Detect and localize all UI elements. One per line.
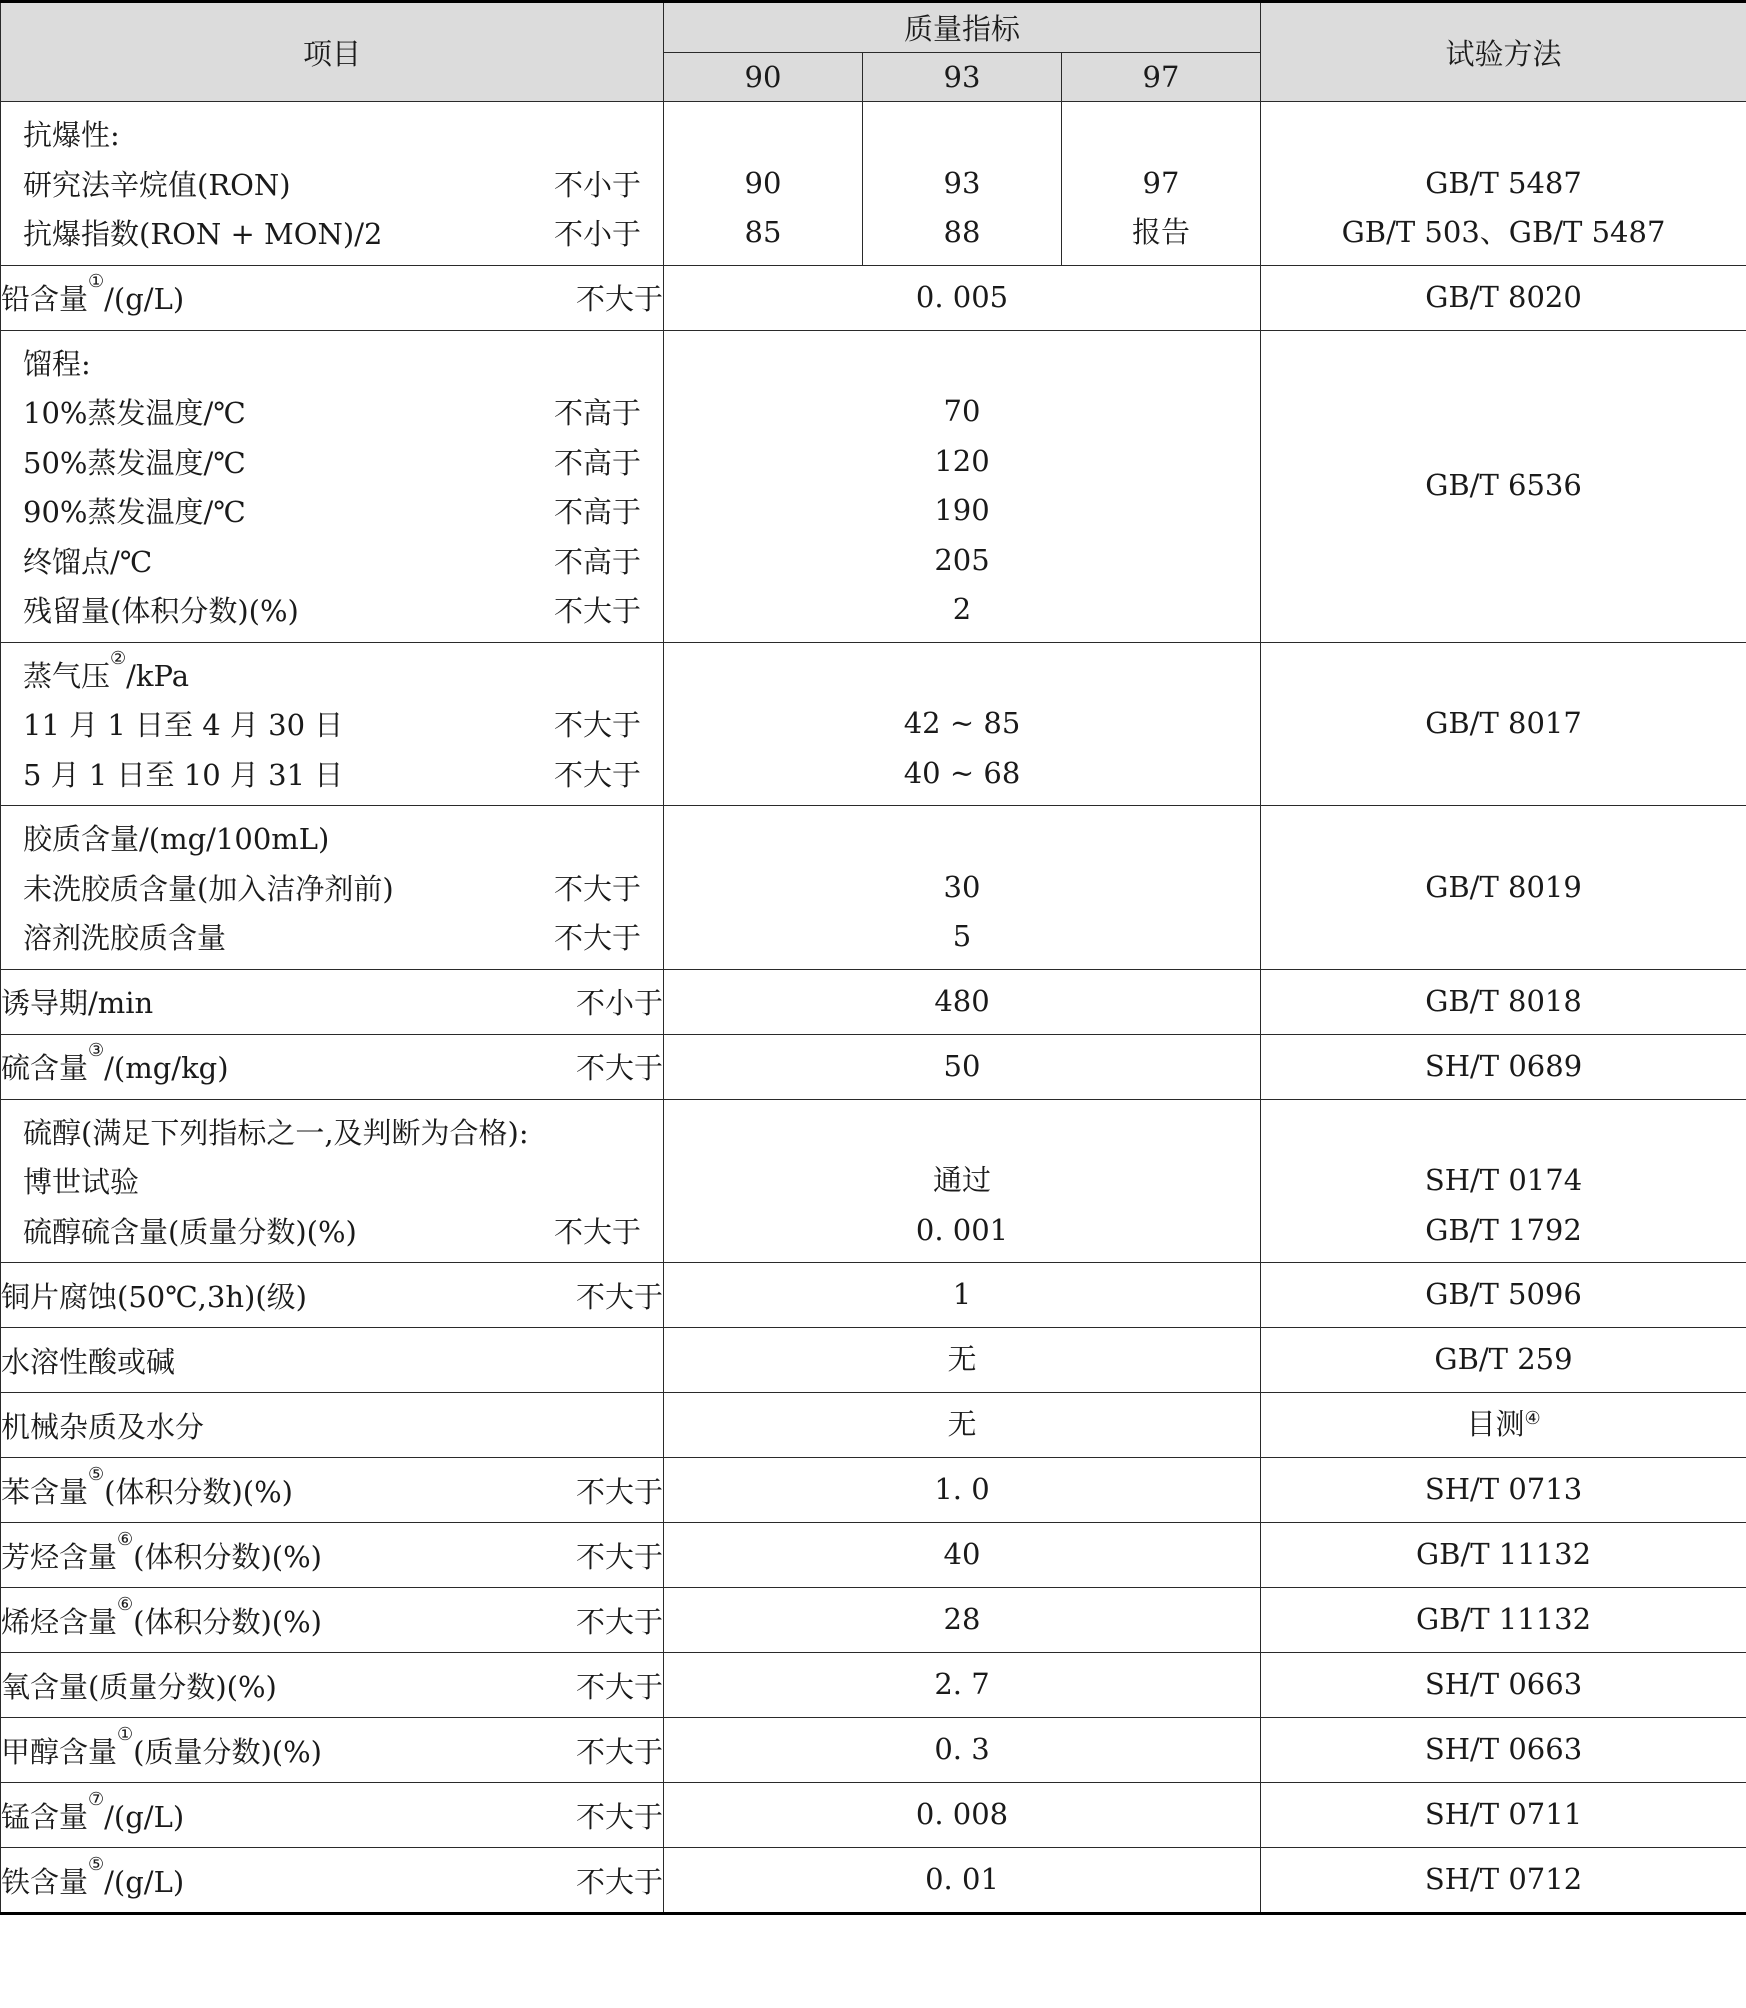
item-label	[23, 490, 246, 531]
method-cell	[1261, 1848, 1746, 1914]
test-method-text: GB/T 8018	[1425, 983, 1582, 1018]
item-label-text: 5 月 1 日至 10 月 31 日	[23, 757, 344, 792]
value-cell	[664, 1588, 1261, 1653]
item-label-text: 烯烃含量	[1, 1604, 118, 1639]
item-line	[1, 1725, 663, 1775]
test-method-text: GB/T 11132	[1415, 1537, 1592, 1572]
test-method-text: SH/T 0663	[1424, 1667, 1583, 1702]
quality-value: 2	[952, 592, 972, 626]
method-cell	[1261, 1653, 1746, 1718]
item-cell	[1, 330, 664, 642]
item-label-text: 蒸气压	[23, 658, 111, 693]
footnote-marker: ⑦	[88, 1788, 105, 1810]
value-cell	[664, 1523, 1261, 1588]
item-label	[1, 1593, 322, 1641]
limit-qualifier: 不大于	[553, 594, 641, 629]
item-label-text: 诱导期/min	[1, 986, 154, 1020]
test-method-text: GB/T 5096	[1425, 1277, 1582, 1312]
item-unit: /(mg/kg)	[104, 1051, 229, 1085]
test-method	[1261, 1790, 1746, 1840]
item-label-text: 硫醇(满足下列指标之一,及判断为合格):	[23, 1115, 529, 1150]
limit-qualifier: 不大于	[575, 1864, 663, 1899]
quality-value: 30	[943, 869, 981, 904]
item-label	[23, 163, 291, 204]
item-label-text: 铁含量	[1, 1864, 89, 1899]
table-row	[1, 1263, 1746, 1328]
method-cell	[1261, 1328, 1746, 1393]
item-line	[23, 813, 641, 863]
item-label	[23, 212, 382, 253]
quality-value: 0. 01	[925, 1862, 999, 1897]
table-row	[1, 1588, 1746, 1653]
method-cell	[1261, 1718, 1746, 1783]
grade-value: 93	[943, 165, 981, 200]
table-row	[1, 806, 1746, 970]
test-method	[1261, 273, 1746, 323]
value-cell	[664, 806, 1261, 970]
test-method-text: GB/T 11132	[1415, 1602, 1592, 1637]
method-cell	[1261, 1458, 1746, 1523]
test-method	[1261, 1206, 1746, 1256]
item-line	[23, 536, 641, 586]
item-label	[23, 703, 343, 744]
item-label	[23, 113, 120, 154]
item-cell	[1, 1783, 664, 1848]
quality-value: 0. 001	[915, 1212, 1009, 1247]
item-unit: (体积分数)(%)	[133, 1604, 322, 1639]
quality-value: 1. 0	[934, 1472, 990, 1507]
item-label	[1, 1340, 175, 1381]
item-label	[1, 1275, 307, 1316]
item-label	[23, 540, 152, 581]
item-label-text: 氧含量(质量分数)(%)	[1, 1669, 277, 1704]
test-method-text: GB/T 5487	[1425, 165, 1582, 200]
method-cell	[1261, 1783, 1746, 1848]
quality-value	[664, 650, 1260, 700]
item-line	[23, 912, 641, 962]
limit-qualifier: 不小于	[575, 986, 663, 1020]
item-line	[1, 1465, 663, 1515]
limit-qualifier: 不小于	[553, 167, 641, 202]
test-method	[1261, 699, 1746, 749]
item-line	[23, 1156, 641, 1206]
item-label	[23, 916, 226, 957]
test-method-text: SH/T 0174	[1424, 1163, 1583, 1197]
limit-qualifier: 不大于	[575, 1799, 663, 1834]
item-line	[23, 159, 641, 209]
item-cell	[1, 1393, 664, 1458]
limit-qualifier: 不大于	[575, 1051, 663, 1085]
value-cell	[664, 1034, 1261, 1099]
item-label	[23, 1210, 357, 1251]
quality-value: 190	[934, 493, 990, 527]
grade-value	[1062, 109, 1260, 159]
item-cell	[1, 1458, 664, 1523]
item-cell	[1, 1034, 664, 1099]
item-line	[1, 273, 663, 323]
item-line	[1, 1042, 663, 1092]
item-line	[23, 387, 641, 437]
item-line	[23, 109, 641, 159]
limit-qualifier: 不大于	[575, 1279, 663, 1314]
item-cell	[1, 969, 664, 1034]
test-method	[1261, 1660, 1746, 1710]
item-label	[1, 1528, 322, 1576]
method-cell	[1261, 330, 1746, 642]
item-line	[23, 1107, 641, 1157]
table-row	[1, 265, 1746, 330]
limit-qualifier: 不高于	[553, 544, 641, 579]
item-line	[1, 1855, 663, 1905]
value-cell	[664, 1653, 1261, 1718]
item-label-text: 抗爆性:	[23, 118, 120, 153]
item-label-text: 未洗胶质含量(加入洁净剂前)	[23, 871, 394, 906]
item-label-text: 水溶性酸或碱	[1, 1344, 176, 1379]
limit-qualifier: 不大于	[553, 757, 641, 792]
value-cell	[664, 1718, 1261, 1783]
item-line	[1, 1530, 663, 1580]
table-row	[1, 1458, 1746, 1523]
item-cell	[1, 1099, 664, 1263]
item-label-text: 残留量(体积分数)(%)	[23, 594, 299, 629]
item-label-text: 50%蒸发温度/℃	[23, 445, 246, 480]
test-method	[1261, 1042, 1746, 1092]
value-cell	[664, 1328, 1261, 1393]
item-cell	[1, 1653, 664, 1718]
test-method	[1261, 1400, 1746, 1450]
item-unit: (体积分数)(%)	[104, 1474, 293, 1509]
value-cell	[664, 1458, 1261, 1523]
test-method-text: GB/T 8017	[1425, 706, 1582, 740]
quality-value: 0. 005	[915, 279, 1009, 314]
method-cell	[1261, 265, 1746, 330]
grade-value-cell	[1062, 102, 1261, 266]
item-label-text: 溶剂洗胶质含量	[23, 921, 227, 956]
test-method	[1261, 109, 1746, 159]
test-method	[1261, 1595, 1746, 1645]
value-cell	[664, 642, 1261, 806]
item-label	[23, 753, 343, 794]
grade-value	[664, 109, 862, 159]
item-unit: /(g/L)	[104, 1799, 185, 1834]
test-method	[1261, 1156, 1746, 1206]
footnote-marker: ⑤	[88, 1463, 105, 1485]
item-label	[23, 1160, 139, 1201]
item-unit: (质量分数)(%)	[133, 1734, 322, 1769]
item-label-text: 芳烃含量	[1, 1539, 118, 1574]
item-label-text: 90%蒸发温度/℃	[23, 495, 246, 530]
quality-value	[664, 1107, 1260, 1157]
test-method	[1261, 159, 1746, 209]
item-label	[23, 342, 91, 383]
table-row	[1, 1034, 1746, 1099]
test-method-text: GB/T 259	[1434, 1342, 1573, 1377]
limit-qualifier: 不高于	[553, 445, 641, 480]
value-cell	[664, 969, 1261, 1034]
grade-value: 90	[744, 165, 782, 200]
item-cell	[1, 1263, 664, 1328]
item-label	[1, 271, 185, 318]
table-body	[1, 102, 1746, 1914]
grade-value: 88	[943, 215, 981, 249]
limit-qualifier: 不高于	[553, 495, 641, 530]
limit-qualifier: 不高于	[553, 396, 641, 431]
item-label-text: 馏程:	[23, 346, 91, 381]
table-row	[1, 969, 1746, 1034]
item-label-text: 胶质含量/(mg/100mL)	[23, 822, 330, 857]
quality-value: 0. 008	[915, 1797, 1009, 1832]
limit-qualifier: 不大于	[575, 1474, 663, 1509]
item-label-text: 苯含量	[1, 1474, 89, 1509]
item-label-text: 机械杂质及水分	[1, 1409, 205, 1444]
item-label	[1, 1463, 293, 1511]
item-label	[23, 1111, 529, 1152]
item-line	[23, 585, 641, 635]
test-method	[1261, 208, 1746, 258]
item-line	[1, 1660, 663, 1710]
item-label-text: 硫含量	[1, 1051, 89, 1085]
test-method-text: GB/T 1792	[1425, 1212, 1582, 1247]
test-method	[1261, 1465, 1746, 1515]
item-line	[1, 1595, 663, 1645]
grade-value-cell	[863, 102, 1062, 266]
item-label	[1, 1040, 229, 1087]
footnote-marker: ⑥	[117, 1593, 134, 1615]
header-test-method: 试验方法	[1261, 2, 1746, 102]
item-cell	[1, 1328, 664, 1393]
item-line	[23, 647, 641, 700]
table-row	[1, 1848, 1746, 1914]
value-cell	[664, 1263, 1261, 1328]
table-row	[1, 1783, 1746, 1848]
table-row	[1, 1099, 1746, 1263]
table-row	[1, 642, 1746, 806]
grade-value-cell	[664, 102, 863, 266]
value-cell	[664, 1393, 1261, 1458]
item-line	[23, 208, 641, 258]
item-cell	[1, 1848, 664, 1914]
item-label	[23, 867, 394, 908]
quality-value: 无	[947, 1342, 977, 1377]
footnote-marker: ③	[88, 1040, 105, 1061]
test-method-text: GB/T 6536	[1425, 468, 1582, 503]
test-method-text: GB/T 8019	[1425, 869, 1582, 904]
limit-qualifier: 不大于	[575, 1604, 663, 1639]
limit-qualifier: 不大于	[553, 708, 641, 743]
grade-value: 报告	[1132, 215, 1191, 249]
test-method-text: SH/T 0663	[1424, 1732, 1583, 1767]
limit-qualifier: 不大于	[575, 1539, 663, 1574]
method-cell	[1261, 1523, 1746, 1588]
item-line	[1, 977, 663, 1027]
value-cell	[664, 1783, 1261, 1848]
method-cell	[1261, 1034, 1746, 1099]
item-label	[1, 1723, 322, 1771]
method-cell	[1261, 102, 1746, 266]
method-cell	[1261, 1588, 1746, 1653]
test-method-text: 目测	[1466, 1407, 1525, 1442]
quality-value	[664, 338, 1260, 388]
footnote-marker: ⑥	[117, 1528, 134, 1550]
item-label	[23, 441, 246, 482]
item-label	[23, 647, 189, 695]
limit-qualifier: 不大于	[575, 1734, 663, 1769]
quality-value: 通过	[933, 1163, 992, 1197]
quality-value: 无	[947, 1407, 977, 1442]
item-line	[23, 437, 641, 487]
test-method-text: SH/T 0712	[1424, 1862, 1583, 1897]
item-unit: /kPa	[126, 658, 189, 693]
method-cell	[1261, 1393, 1746, 1458]
table-row	[1, 1718, 1746, 1783]
item-line	[23, 486, 641, 536]
item-line	[1, 1790, 663, 1840]
item-label	[1, 1853, 185, 1901]
test-method	[1261, 1855, 1746, 1905]
limit-qualifier: 不大于	[553, 1214, 641, 1249]
item-label-text: 硫醇硫含量(质量分数)(%)	[23, 1214, 357, 1249]
header-grade-93: 93	[863, 53, 1062, 102]
test-method	[1261, 1530, 1746, 1580]
item-unit: /(g/L)	[104, 1864, 185, 1899]
item-label	[23, 391, 246, 432]
test-method	[1261, 1107, 1746, 1157]
value-cell	[664, 1848, 1261, 1914]
method-cell	[1261, 969, 1746, 1034]
value-cell	[664, 330, 1261, 642]
grade-value	[863, 109, 1061, 159]
item-label-text: 铅含量	[1, 282, 89, 316]
item-cell	[1, 642, 664, 806]
item-label-text: 锰含量	[1, 1799, 89, 1834]
test-method	[1261, 977, 1746, 1027]
item-line	[23, 699, 641, 749]
limit-qualifier: 不大于	[575, 282, 663, 316]
item-label	[1, 1665, 277, 1706]
table-row	[1, 1393, 1746, 1458]
quality-value: 120	[934, 443, 990, 478]
method-cell	[1261, 1099, 1746, 1263]
quality-value: 50	[943, 1048, 981, 1083]
item-unit: /(g/L)	[104, 282, 185, 316]
quality-value: 1	[952, 1277, 972, 1312]
item-line	[1, 1270, 663, 1320]
item-cell	[1, 102, 664, 266]
table-header	[1, 2, 1746, 102]
quality-value: 480	[934, 983, 990, 1018]
footnote-marker: ②	[110, 647, 127, 669]
quality-value: 5	[952, 919, 972, 953]
item-label	[23, 589, 299, 630]
table-row	[1, 330, 1746, 642]
value-cell	[664, 1099, 1261, 1263]
header-item: 项目	[1, 2, 664, 102]
item-cell	[1, 1523, 664, 1588]
limit-qualifier: 不大于	[553, 921, 641, 956]
item-line	[23, 1206, 641, 1256]
value-cell	[664, 265, 1261, 330]
limit-qualifier: 不小于	[553, 217, 641, 252]
item-cell	[1, 1588, 664, 1653]
test-method	[1261, 863, 1746, 913]
quality-value: 70	[943, 394, 981, 428]
item-line	[23, 749, 641, 799]
quality-value: 42 ~ 85	[903, 706, 1021, 740]
test-method	[1261, 1725, 1746, 1775]
item-label	[1, 1788, 185, 1836]
method-cell	[1261, 1263, 1746, 1328]
quality-value: 205	[934, 542, 990, 577]
item-cell	[1, 265, 664, 330]
quality-value	[664, 813, 1260, 863]
quality-value: 40 ~ 68	[903, 755, 1021, 790]
item-label-text: 11 月 1 日至 4 月 30 日	[23, 708, 344, 743]
item-label-text: 终馏点/℃	[23, 544, 153, 579]
test-method-text: SH/T 0711	[1424, 1797, 1583, 1832]
limit-qualifier: 不大于	[553, 871, 641, 906]
test-method	[1261, 1270, 1746, 1320]
footnote-marker: ①	[88, 271, 105, 292]
item-label	[23, 817, 329, 858]
grade-value: 97	[1142, 165, 1180, 200]
header-grade-90: 90	[664, 53, 863, 102]
item-label-text: 研究法辛烷值(RON)	[23, 167, 291, 202]
item-label	[1, 981, 153, 1022]
test-method-text: SH/T 0689	[1424, 1048, 1583, 1083]
table-row	[1, 102, 1746, 266]
footnote-marker: ⑤	[88, 1853, 105, 1875]
test-method-text: GB/T 503、GB/T 5487	[1341, 215, 1666, 249]
item-label	[1, 1405, 204, 1446]
item-cell	[1, 806, 664, 970]
header-quality-index: 质量指标	[664, 2, 1261, 53]
method-cell	[1261, 806, 1746, 970]
test-method	[1261, 1335, 1746, 1385]
table-row	[1, 1523, 1746, 1588]
quality-value: 2. 7	[934, 1667, 990, 1702]
item-line	[23, 863, 641, 913]
item-label-text: 10%蒸发温度/℃	[23, 396, 246, 431]
test-method	[1261, 461, 1746, 511]
test-method-text: GB/T 8020	[1425, 279, 1582, 314]
limit-qualifier: 不大于	[575, 1669, 663, 1704]
item-label-text: 博世试验	[23, 1165, 140, 1200]
table-row	[1, 1328, 1746, 1393]
item-label-text: 甲醇含量	[1, 1734, 118, 1769]
footnote-marker: ①	[117, 1723, 134, 1745]
footnote-marker: ④	[1524, 1408, 1541, 1430]
item-line	[1, 1335, 663, 1385]
table-row	[1, 1653, 1746, 1718]
item-label-text: 铜片腐蚀(50℃,3h)(级)	[1, 1279, 307, 1314]
header-grade-97: 97	[1062, 53, 1261, 102]
item-line	[1, 1400, 663, 1450]
quality-value: 40	[943, 1537, 981, 1572]
method-cell	[1261, 642, 1746, 806]
item-unit: (体积分数)(%)	[133, 1539, 322, 1574]
quality-value: 0. 3	[934, 1732, 990, 1767]
grade-value: 85	[744, 215, 782, 249]
item-cell	[1, 1718, 664, 1783]
quality-value: 28	[943, 1602, 981, 1637]
test-method-text: SH/T 0713	[1424, 1472, 1583, 1507]
item-label-text: 抗爆指数(RON + MON)/2	[23, 217, 383, 252]
item-line	[23, 338, 641, 388]
